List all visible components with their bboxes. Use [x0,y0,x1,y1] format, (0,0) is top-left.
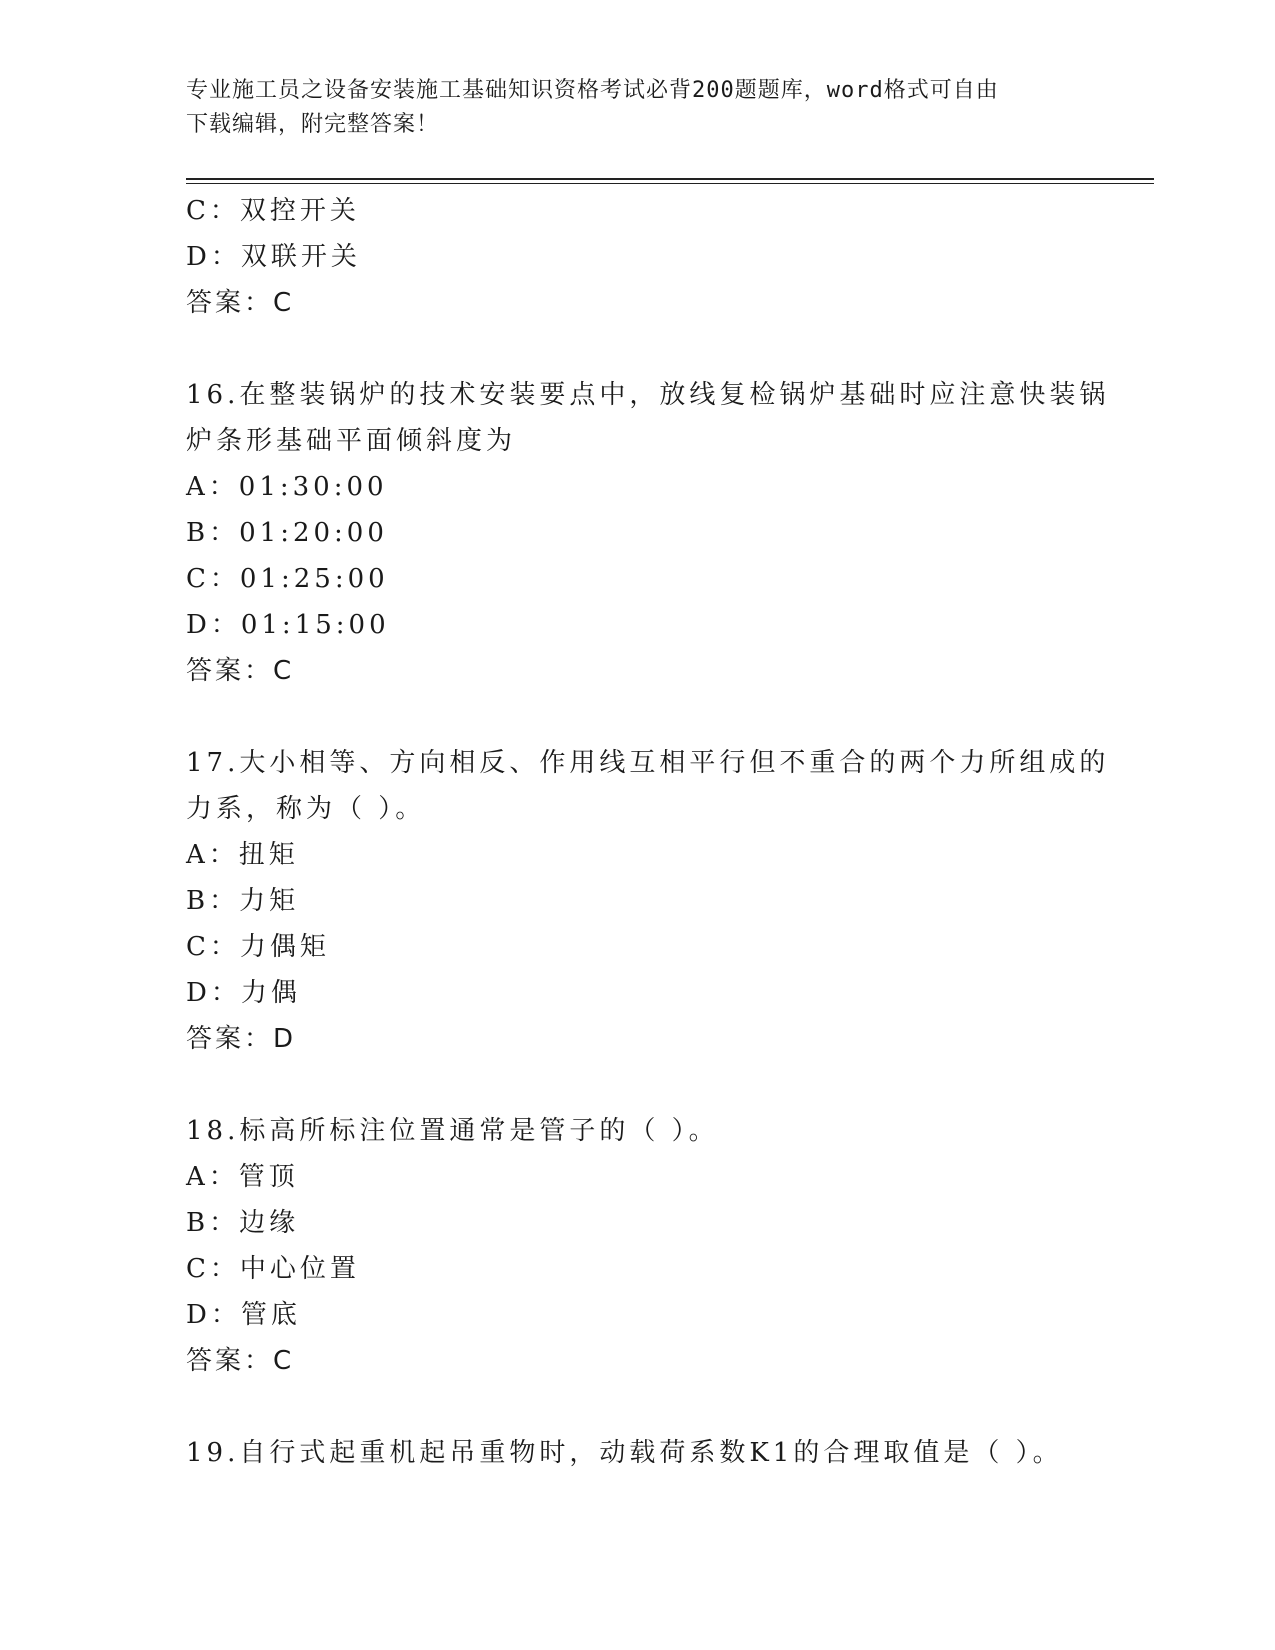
question-17 [186,740,1110,1062]
answer-line: 答案：C [186,1346,295,1376]
option-line: D：力偶 [186,978,301,1008]
page-header: 专业施工员之设备安装施工基础知识资格考试必背200题题库，word格式可自由 下载编辑，附完整答案！ [186,78,999,137]
option-line: A：管顶 [186,1162,299,1192]
option-line: A：01:30:00 [186,472,388,502]
question-stem: 炉条形基础平面倾斜度为 [186,426,517,456]
option-line: C：中心位置 [186,1254,360,1284]
option-line: D：管底 [186,1300,301,1330]
answer-line: 答案：D [186,1024,297,1054]
question-15-continued [186,188,1086,326]
option-line: C：力偶矩 [186,932,330,962]
answer-line: 答案：C [186,656,295,686]
answer-line: 答案：C [186,288,295,318]
option-line: A：扭矩 [186,840,299,870]
question-stem: 17.大小相等、方向相反、作用线互相平行但不重合的两个力所组成的 [186,748,1110,778]
header-rule-top [186,178,1154,180]
option-line: C：双控开关 [186,196,360,226]
option-line: B：边缘 [186,1208,300,1238]
option-line: B：力矩 [186,886,300,916]
question-16 [186,372,1110,694]
option-line: B：01:20:00 [186,518,388,548]
question-stem: 16.在整装锅炉的技术安装要点中，放线复检锅炉基础时应注意快装锅 [186,380,1110,410]
question-stem: 力系，称为（ ）。 [186,794,426,824]
question-19 [186,1430,1086,1476]
option-line: D：01:15:00 [186,610,390,640]
document-body [186,188,1110,1476]
option-line: D：双联开关 [186,242,361,272]
question-18 [186,1108,1086,1384]
option-line: C：01:25:00 [186,564,389,594]
question-stem: 19.自行式起重机起吊重物时，动载荷系数K1的合理取值是（ ）。 [186,1438,1063,1468]
header-rule-bottom [186,183,1154,184]
question-stem: 18.标高所标注位置通常是管子的（ ）。 [186,1116,719,1146]
